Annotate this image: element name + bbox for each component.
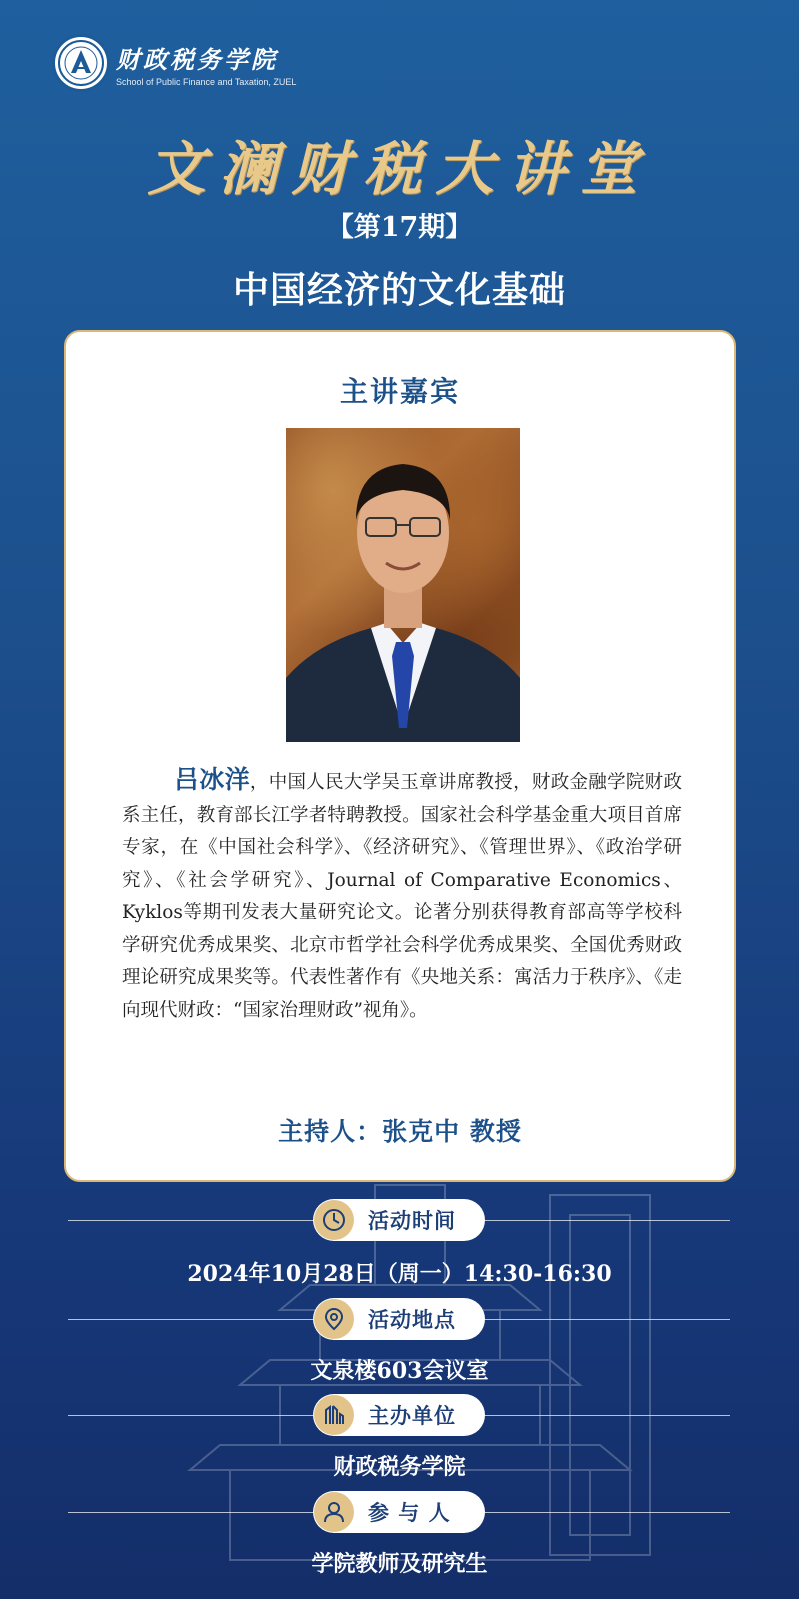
location-pill bbox=[313, 1298, 485, 1340]
speaker-card bbox=[64, 330, 736, 1182]
organizer-label: 主办单位 bbox=[368, 1403, 456, 1428]
school-logo bbox=[52, 34, 296, 92]
lecture-title: 中国经济的文化基础 bbox=[232, 269, 566, 311]
organizer-value: 财政税务学院 bbox=[333, 1454, 466, 1480]
school-name-cn: 财政税务学院 bbox=[116, 44, 278, 74]
clock-icon bbox=[314, 1200, 354, 1240]
speaker-bio-text: ，中国人民大学吴玉章讲席教授，财政金融学院财政系主任，教育部长江学者特聘教授。国家社会科学基金重大项目首席专家，在《中国社会科学》、《经济研究》、《管理世界》、《政治学研究》、《社会学研究》、Journal of Comparative Economics、Kyklos等期刊发表大量研究论文。论著分别获得教育部高等学校科学研究优秀成果奖、北京市哲学社会科学优秀成果奖、全国优秀财政理论研究成果奖等。代表性著作有《央地关系：寓活力于秩序》、《走向现代财政：“国家治理财政”视角》。 bbox=[122, 772, 682, 1021]
time-label: 活动时间 bbox=[368, 1208, 456, 1233]
participants-label: 参 与 人 bbox=[368, 1500, 451, 1525]
participants-value: 学院教师及研究生 bbox=[311, 1551, 488, 1577]
main-title: 文澜财税大讲堂 bbox=[147, 135, 652, 203]
time-pill bbox=[313, 1199, 485, 1241]
building-icon bbox=[314, 1395, 354, 1435]
speaker-name: 吕冰洋 bbox=[174, 765, 250, 794]
participants-pill bbox=[313, 1491, 485, 1533]
location-pin-icon bbox=[314, 1299, 354, 1339]
location-label: 活动地点 bbox=[368, 1307, 456, 1332]
host-line: 主持人：张克中 教授 bbox=[278, 1117, 522, 1146]
speaker-photo bbox=[286, 428, 520, 742]
person-icon bbox=[314, 1492, 354, 1532]
issue-number: 【第17期】 bbox=[326, 212, 473, 243]
organizer-pill bbox=[313, 1394, 485, 1436]
location-value: 文泉楼603会议室 bbox=[310, 1358, 489, 1384]
speaker-bio bbox=[122, 764, 682, 1027]
time-value: 2024年10月28日（周一）14:30-16:30 bbox=[187, 1261, 612, 1287]
speaker-heading: 主讲嘉宾 bbox=[339, 375, 460, 408]
school-name-en: School of Public Finance and Taxation, ZUEL bbox=[116, 76, 297, 87]
school-emblem-icon bbox=[52, 34, 110, 92]
